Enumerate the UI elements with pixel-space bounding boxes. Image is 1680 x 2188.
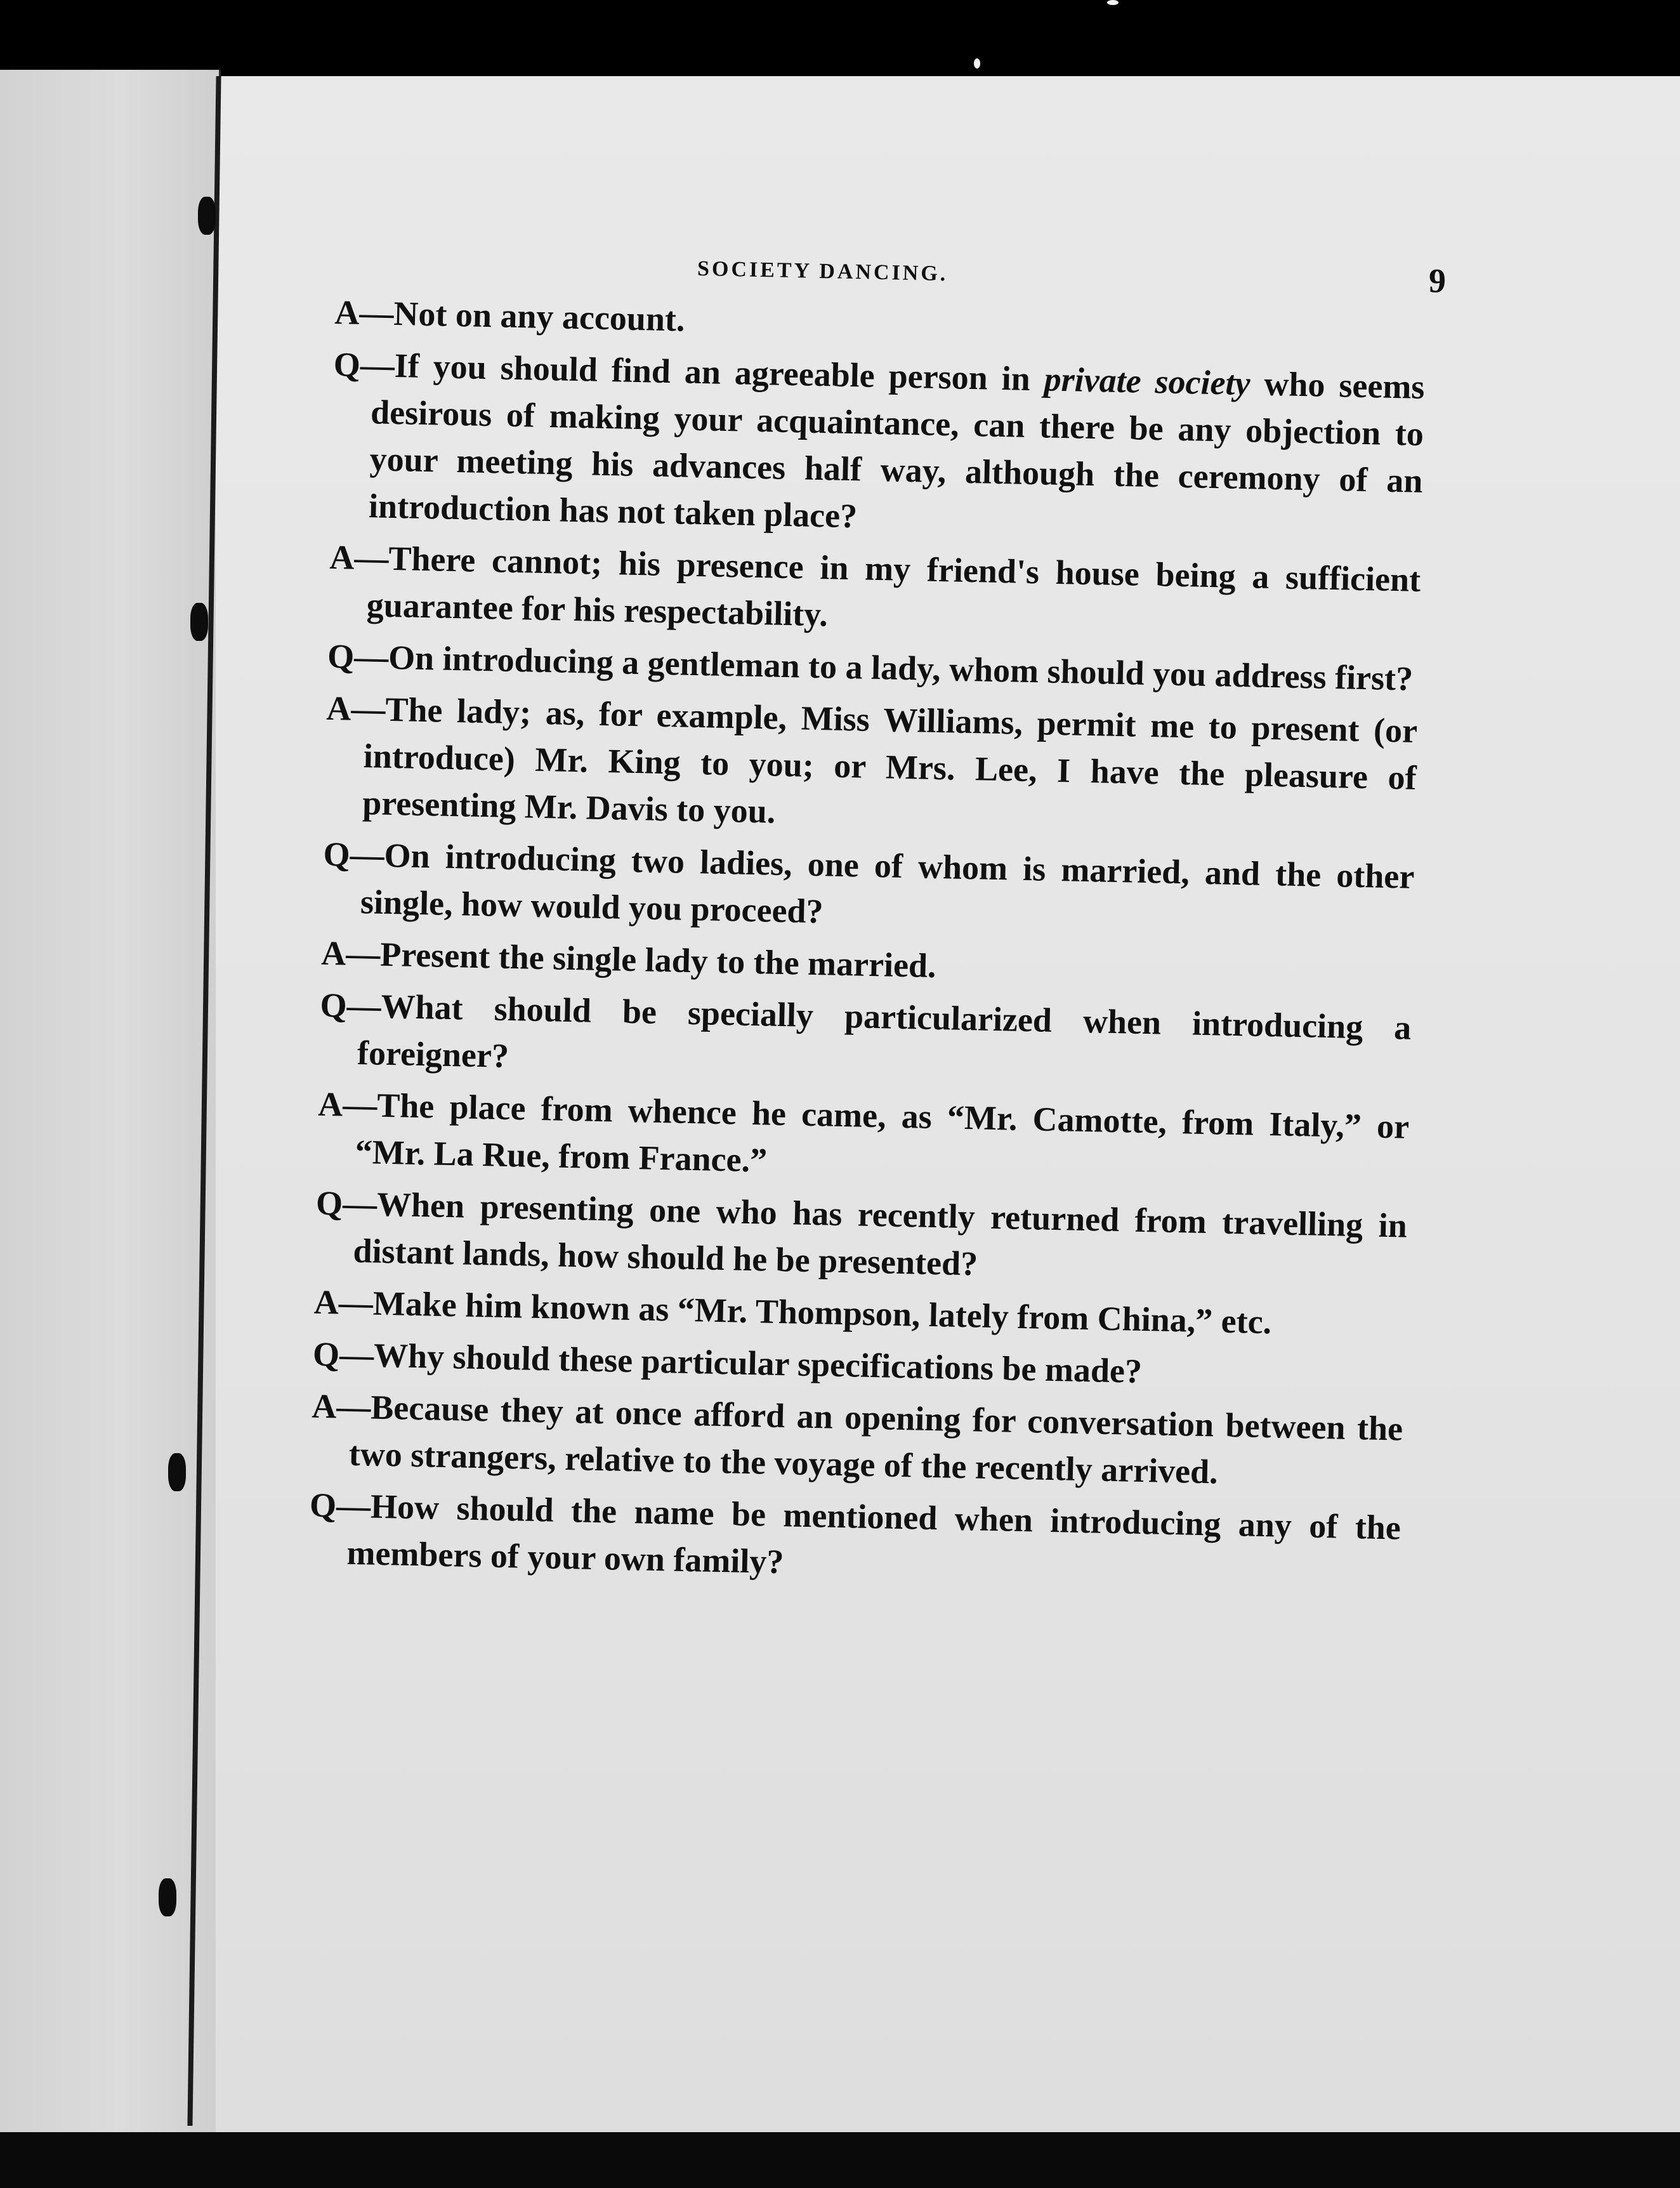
entry-tag: A— bbox=[313, 1282, 374, 1322]
entry-tag: A— bbox=[311, 1387, 372, 1427]
dust-speck bbox=[974, 58, 980, 69]
entry-text: Present the single lady to the married. bbox=[379, 935, 937, 985]
entry-text: There cannot; his presence in my friend's house being a sufficient guarantee for his respectability. bbox=[366, 539, 1421, 634]
scanner-top-border bbox=[0, 0, 1680, 82]
scanner-bottom-border bbox=[0, 2132, 1680, 2188]
entry-tag: A— bbox=[334, 293, 395, 333]
entry-text: If you should find an agreeable person in bbox=[394, 346, 1045, 399]
entry-tag: Q— bbox=[327, 636, 389, 676]
question-entry bbox=[330, 341, 1425, 551]
binding-thread bbox=[190, 603, 208, 641]
entry-italic-text: private society bbox=[1044, 360, 1251, 403]
entry-text: Not on any account. bbox=[393, 294, 686, 339]
entry-text: who seems desirous of making your acquaintance, can there be any objection to your meeting his advances half way, although the ceremony of an introduction has not taken place? bbox=[368, 364, 1426, 536]
running-head-title: SOCIETY DANCING. bbox=[697, 256, 948, 286]
entry-tag: A— bbox=[320, 933, 381, 973]
answer-entry bbox=[324, 685, 1418, 848]
answer-entry bbox=[317, 1081, 1410, 1197]
entry-text: On introducing two ladies, one of whom is married, and the other single, how would you proceed? bbox=[360, 836, 1415, 931]
page-text-block bbox=[308, 238, 1447, 1604]
entry-tag: Q— bbox=[320, 985, 382, 1025]
entry-tag: Q— bbox=[312, 1335, 374, 1374]
question-entry bbox=[308, 1482, 1401, 1598]
question-entry bbox=[322, 831, 1415, 947]
entry-tag: A— bbox=[325, 689, 386, 728]
entry-text: Make him known as “Mr. Thompson, lately from China,” etc. bbox=[372, 1284, 1272, 1341]
page-number: 9 bbox=[1428, 261, 1447, 300]
binding-thread bbox=[159, 1878, 176, 1916]
answer-entry bbox=[310, 1383, 1403, 1499]
question-entry bbox=[318, 982, 1412, 1098]
entry-text: What should be specially particularized when introducing a foreigner? bbox=[357, 987, 1412, 1075]
entry-text: Why should these particular specifications be made? bbox=[373, 1336, 1143, 1390]
left-page-edge bbox=[0, 70, 221, 2145]
entry-tag: A— bbox=[329, 537, 390, 577]
entry-text: When presenting one who has recently returned from travelling in distant lands, how should he be presented? bbox=[352, 1185, 1408, 1283]
entry-text: Because they at once afford an opening for conversation between the two strangers, relative to the voyage of the recently arrived. bbox=[348, 1388, 1403, 1491]
binding-thread bbox=[168, 1453, 186, 1491]
entry-tag: Q— bbox=[315, 1183, 377, 1223]
dust-speck bbox=[1107, 0, 1119, 5]
entry-text: On introducing a gentleman to a lady, whom should you address first? bbox=[388, 638, 1414, 698]
entry-text: The place from whence he came, as “Mr. Camotte, from Italy,” or “Mr. La Rue, from France.” bbox=[355, 1086, 1410, 1180]
binding-thread bbox=[198, 197, 216, 235]
entry-tag: Q— bbox=[323, 834, 385, 874]
entry-tag: Q— bbox=[333, 345, 395, 385]
entry-tag: Q— bbox=[309, 1486, 371, 1526]
entry-text: How should the name be mentioned when introducing any of the members of your own family? bbox=[346, 1487, 1401, 1581]
entry-text: The lady; as, for example, Miss Williams, permit me to present (or introduce) Mr. King to you; or Mrs. Lee, I have the pleasure of presenting Mr. Davis to you. bbox=[362, 690, 1418, 831]
entry-tag: A— bbox=[317, 1084, 378, 1124]
answer-entry bbox=[328, 534, 1421, 650]
question-entry bbox=[315, 1180, 1408, 1296]
